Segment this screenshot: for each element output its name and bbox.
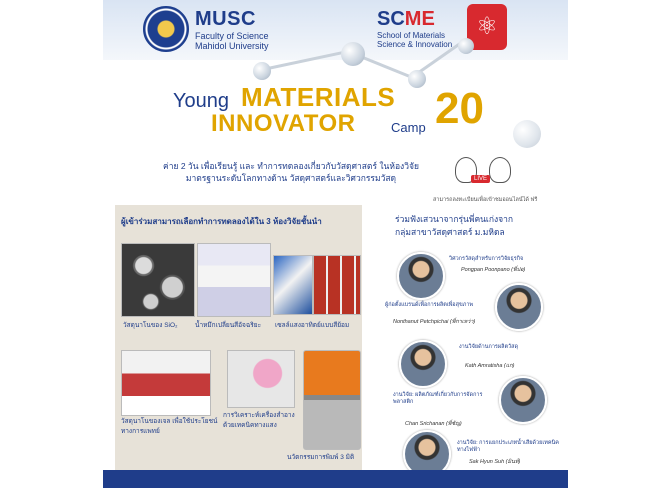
talk-heading-line2: กลุ่มสาขาวัสดุศาสตร์ ม.มหิดล — [395, 227, 505, 237]
gel-bottles-image — [121, 350, 211, 416]
kids-illustration — [449, 153, 519, 193]
speaker-name: Nonthanut Petchpichai (พี่กาเหว่า) — [393, 319, 476, 325]
speaker-role: งานวิจัย: การแยกประเภทน้ำเสียด้วยเทคนิคทางไฟฟ้า — [457, 440, 559, 453]
musc-line2: Mahidol University — [195, 41, 269, 51]
musc-line1: Faculty of Science — [195, 31, 269, 41]
title-number: 20 — [435, 84, 484, 133]
caption-3d-printing: นวัตกรรมการพิมพ์ 3 มิติ — [287, 454, 355, 461]
online-caption: สามารถลงทะเบียนเพื่อเข้าชมออนไลน์ได้ ฟรี — [433, 197, 538, 203]
speaker-photo — [399, 340, 447, 388]
camp-title — [173, 82, 513, 142]
description-line1: ค่าย 2 วัน เพื่อเรียนรู้ และ ทำการทดลองเกี่ยวกับวัสดุศาสตร์ ในห้องวิจัย — [163, 161, 419, 171]
color-ink-image — [197, 243, 271, 317]
speaker-role: งานวิจัยด้านการผลิตวัสดุ — [459, 344, 519, 350]
talk-heading — [395, 213, 565, 239]
poster — [103, 0, 568, 488]
title-materials: MATERIALS — [241, 82, 396, 112]
experiments-heading: ผู้เข้าร่วมสามารถเลือกทำการทดลองได้ใน 3 ห้องวิจัยชั้นนำ — [121, 217, 322, 226]
scme-line2: Science & Innovation — [377, 40, 453, 49]
footer-band — [103, 470, 568, 488]
solar-cell-image — [273, 255, 313, 315]
sio2-nanoparticle-image — [121, 243, 195, 317]
description-line2: มาตรฐานระดับโลกทางด้าน วัสดุศาสตร์และวิศวกรรมวัสดุ — [185, 173, 397, 183]
dye-solar-grid-image — [313, 255, 361, 315]
camp-description — [141, 160, 441, 184]
talk-heading-line1: ร่วมฟังเสวนาจากรุ่นพี่คนเก่งจาก — [395, 214, 514, 224]
cosmetics-image — [227, 350, 295, 408]
caption-ink: น้ำหมึกเปลี่ยนสีอัจฉริยะ — [195, 322, 262, 329]
kid-icon — [489, 157, 511, 183]
title-young: Young — [173, 90, 229, 112]
caption-sio2: วัสดุนาโนของ SiO₂ — [123, 322, 178, 329]
scme-line1: School of Materials — [377, 31, 446, 40]
speaker-name: Sak Hyun Suh (มินท์) — [469, 459, 521, 465]
live-badge: LIVE — [471, 175, 490, 183]
speaker-photo — [499, 376, 547, 424]
title-camp: Camp — [391, 120, 426, 135]
caption-cosmetics: การวิเคราะห์เครื่องสำอางด้วยเทคนิคทางแสง — [223, 412, 295, 429]
3d-printer-image — [303, 350, 361, 450]
caption-gel: วัสดุนาโนของเจล เพื่อใช้ประโยชน์ทางการแพทย์ — [121, 418, 218, 435]
scme-title-b: ME — [404, 8, 435, 30]
scme-title-a: SC — [377, 8, 405, 30]
title-innovator: INNOVATOR — [211, 110, 356, 137]
speaker-photo — [397, 252, 445, 300]
caption-solar: เซลล์แสงอาทิตย์แบบสีย้อม — [275, 322, 350, 329]
scme-atom-icon: ⚛ — [467, 4, 507, 50]
speaker-name: Pongpan Poonpano (พี่ปอ) — [461, 267, 526, 273]
speaker-name: Chan Srichanan (พี่ชัญ) — [405, 421, 462, 427]
speaker-role: ผู้ก่อตั้งแบรนด์เพื่อการผลิตเพื่อสุขภาพ — [385, 302, 474, 308]
speaker-role: งานวิจัย: ผลิตภัณฑ์เกี่ยวกับการจัดการพลาสติก — [393, 392, 483, 405]
speaker-photo — [495, 283, 543, 331]
musc-title: MUSC — [195, 8, 256, 30]
speaker-name: Kath Amratisha (แก) — [465, 363, 515, 369]
speaker-role: วิศวกรวัสดุสำหรับการวิจัยธุรกิจ — [449, 256, 524, 262]
